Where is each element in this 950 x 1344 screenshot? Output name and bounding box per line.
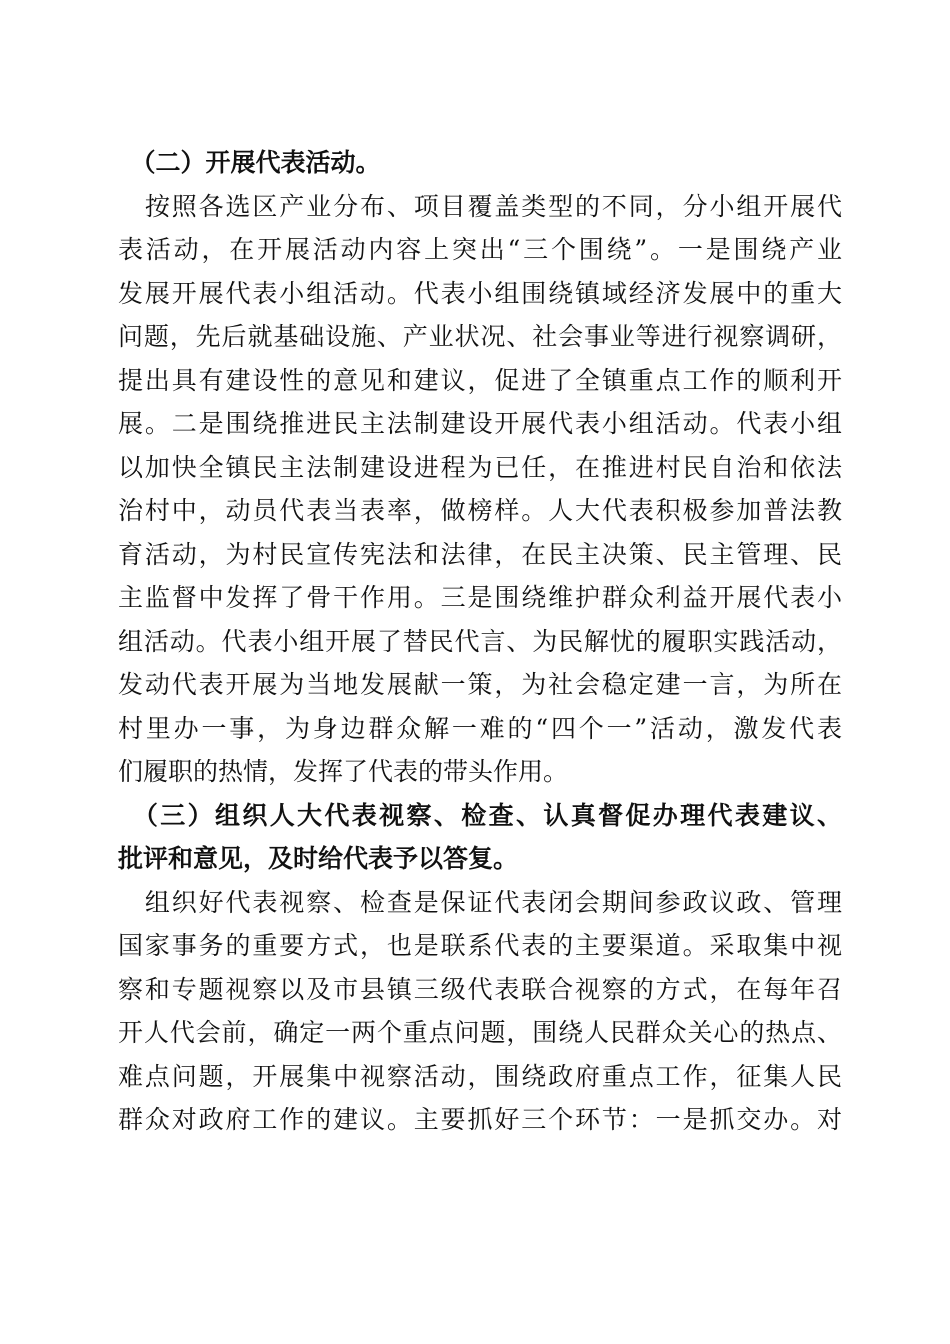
paragraph-line: 村里办一事，为身边群众解一难的“四个一”活动，激发代表 [118,713,842,743]
document-body [118,141,842,1142]
paragraph-line: 开人代会前，确定一两个重点问题，围绕人民群众关心的热点、 [118,1018,842,1047]
paragraph-line: 察和专题视察以及市县镇三级代表联合视察的方式，在每年召 [118,974,842,1004]
paragraph-line: 按照各选区产业分布、项目覆盖类型的不同，分小组开展代 [118,191,842,221]
paragraph-line: 难点问题，开展集中视察活动，围绕政府重点工作，征集人民 [118,1061,842,1091]
paragraph-line: 群众对政府工作的建议。主要抓好三个环节：一是抓交办。对 [118,1105,842,1134]
paragraph-line: 育活动，为村民宣传宪法和法律，在民主决策、民主管理、民 [118,539,842,569]
paragraph-line: 表活动，在开展活动内容上突出“三个围绕”。一是围绕产业 [118,235,842,264]
paragraph-line: 组活动。代表小组开展了替民代言、为民解忧的履职实践活动， [118,626,842,656]
section-heading-3-cont: 批评和意见，及时给代表予以答复。 [118,844,519,873]
paragraph-line: 治村中，动员代表当表率，做榜样。人大代表积极参加普法教 [118,496,842,525]
paragraph-line: 展。二是围绕推进民主法制建设开展代表小组活动。代表小组 [118,409,842,438]
paragraph-line: 国家事务的重要方式，也是联系代表的主要渠道。采取集中视 [118,931,842,960]
paragraph-line: 组织好代表视察、检查是保证代表闭会期间参政议政、管理 [118,887,842,917]
section-heading-2: （二）开展代表活动。 [118,148,381,177]
paragraph-line: 问题，先后就基础设施、产业状况、社会事业等进行视察调研， [118,322,842,351]
paragraph-line: 提出具有建设性的意见和建议，促进了全镇重点工作的顺利开 [118,365,842,395]
paragraph-line: 们履职的热情，发挥了代表的带头作用。 [118,757,569,786]
section-heading-3: （三）组织人大代表视察、检查、认真督促办理代表建议、 [118,800,842,830]
paragraph-line: 以加快全镇民主法制建设进程为已任，在推进村民自治和依法 [118,452,842,482]
paragraph-line: 发动代表开展为当地发展献一策，为社会稳定建一言，为所在 [118,670,842,699]
paragraph-line: 主监督中发挥了骨干作用。三是围绕维护群众利益开展代表小 [118,583,842,612]
paragraph-line: 发展开展代表小组活动。代表小组围绕镇域经济发展中的重大 [118,278,842,308]
